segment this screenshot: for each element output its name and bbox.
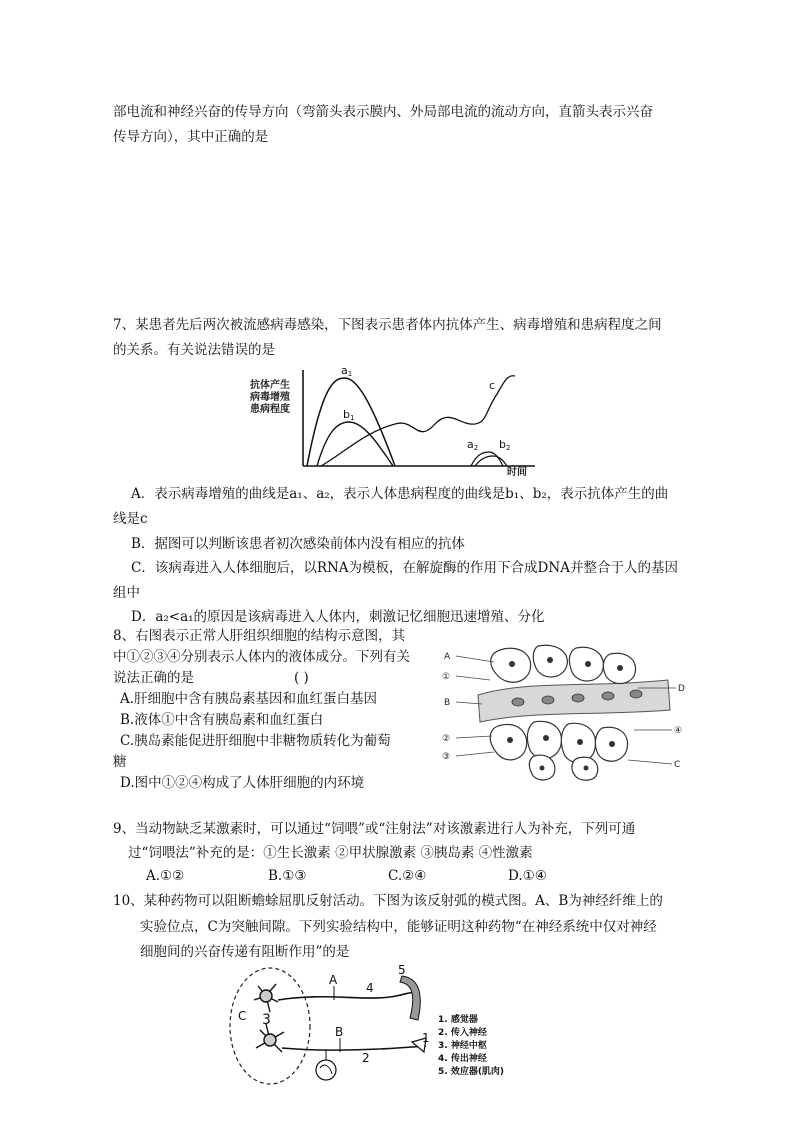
q10-fig-label-1: 1 [422, 1031, 430, 1045]
q8-fig-label-c: C [674, 760, 681, 770]
q9-stem-1: 9、当动物缺乏某激素时，可以通过“饲喂”或“注射法”对该激素进行人为补充，下列可通 [113, 821, 636, 837]
q8-fig-label-d: D [678, 684, 685, 694]
q10-fig-label-b: B [335, 1025, 344, 1039]
q8-stem-2: 中①②③④分别表示人体内的液体成分。下列有关 [113, 649, 410, 665]
q7-option-c-line-2: 组中 [113, 585, 140, 601]
q10-fig-label-c: C [238, 1009, 247, 1023]
q7-option-d: D．a₂<a₁的原因是该病毒进入人体内，刺激记忆细胞迅速增殖、分化 [131, 609, 545, 625]
q8-stem-3: 说法正确的是 [113, 670, 194, 686]
svg-text:a2 [467, 438, 478, 452]
q10-legend-1: 1. 感觉器 [438, 1015, 478, 1025]
q7-label-a1-sub: 1 [347, 370, 353, 378]
q9-option-a: A.①② [146, 868, 185, 884]
q7-label-a2: a [467, 438, 474, 451]
q8-option-a: A.肝细胞中含有胰岛素基因和血红蛋白基因 [120, 691, 378, 707]
q7-label-a2-sub: 2 [473, 444, 479, 452]
q10-fig-label-2: 2 [362, 1051, 370, 1065]
q10-stem-3: 细胞间的兴奋传递有阻断作用”的是 [140, 944, 350, 960]
q7-ylabel-1: 抗体产生 [250, 380, 290, 391]
q10-stem-1: 10、某种药物可以阻断蟾蜍屈肌反射活动。下图为该反射弧的模式图。A、B为神经纤维上的 [113, 893, 663, 909]
q9-option-d: D.①④ [508, 868, 547, 884]
q7-xlabel: 时间 [507, 467, 527, 477]
q6-line-1: 部电流和神经兴奋的传导方向（弯箭头表示膜内、外局部电流的流动方向，直箭头表示兴奋 [113, 104, 653, 120]
q10-fig-label-4: 4 [366, 981, 374, 995]
q9-option-b: B.①③ [268, 868, 307, 884]
svg-text:b1 [343, 408, 354, 422]
q10-legend-4: 4. 传出神经 [438, 1054, 487, 1064]
q10-legend-5: 5. 效应器(肌肉) [438, 1067, 505, 1077]
q7-antibody-virus-chart [245, 362, 545, 477]
q10-legend-3: 3. 神经中枢 [438, 1041, 487, 1051]
q8-fig-label-3: ③ [442, 752, 451, 762]
q7-label-a1: a [341, 364, 348, 377]
q7-label-c: c [489, 379, 496, 392]
q7-option-c-line-1: C．该病毒进入人体细胞后，以RNA为模板，在解旋酶的作用下合成DNA并整合于人的基因 [131, 560, 678, 576]
q8-fig-label-2: ② [442, 734, 451, 744]
q6-line-2: 传导方向），其中正确的是 [113, 129, 269, 145]
q8-option-b: B.液体①中含有胰岛素和血红蛋白 [120, 712, 324, 728]
q8-fig-label-b: B [444, 698, 451, 708]
svg-text:b2 [499, 438, 510, 452]
q8-option-c-line-1: C.胰岛素能促进肝细胞中非糖物质转化为葡萄 [120, 733, 391, 749]
q7-ylabel-2: 病毒增殖 [250, 392, 290, 403]
q7-option-a-line-2: 线是c [113, 511, 148, 527]
q7-option-b: B．据图可以判断该患者初次感染前体内没有相应的抗体 [131, 536, 465, 552]
q8-stem-1: 8、右图表示正常人肝组织细胞的结构示意图，其 [113, 628, 406, 644]
q7-label-b2: b [499, 438, 506, 451]
q10-fig-label-3: 3 [262, 1012, 271, 1028]
q8-answer-paren: ( ) [294, 670, 309, 686]
q7-stem-2: 的关系。有关说法错误的是 [113, 342, 275, 358]
q8-liver-tissue-diagram [438, 640, 688, 785]
q8-option-d: D.图中①②④构成了人体肝细胞的内环境 [120, 775, 365, 791]
q10-reflex-arc-diagram [226, 962, 526, 1092]
q9-stem-2: 过“饲喂法”补充的是：①生长激素 ②甲状腺激素 ③胰岛素 ④性激素 [128, 845, 533, 861]
q7-label-b1: b [343, 408, 350, 421]
q7-label-b1-sub: 1 [349, 414, 355, 422]
q8-fig-label-4: ④ [674, 726, 683, 736]
q10-legend-2: 2. 传入神经 [438, 1028, 487, 1038]
q8-fig-label-a: A [444, 652, 451, 662]
q10-fig-label-5: 5 [398, 963, 406, 977]
q7-stem-1: 7、某患者先后两次被流感病毒感染，下图表示患者体内抗体产生、病毒增殖和患病程度之间 [113, 317, 662, 333]
q7-label-b2-sub: 2 [505, 444, 511, 452]
svg-text:a1 [341, 364, 352, 378]
q8-fig-label-1: ① [442, 672, 451, 682]
q7-option-a-line-1: A．表示病毒增殖的曲线是a₁、a₂，表示人体患病程度的曲线是b₁、b₂，表示抗体产生的曲 [131, 486, 669, 502]
q10-fig-label-a: A [329, 973, 338, 987]
q10-stem-2: 实验位点，C为突触间隙。下列实验结构中，能够证明这种药物“在神经系统中仅对神经 [140, 919, 657, 935]
q8-option-c-line-2: 糖 [113, 754, 127, 770]
q7-ylabel-3: 患病程度 [250, 404, 290, 415]
q9-option-c: C.②④ [388, 868, 427, 884]
